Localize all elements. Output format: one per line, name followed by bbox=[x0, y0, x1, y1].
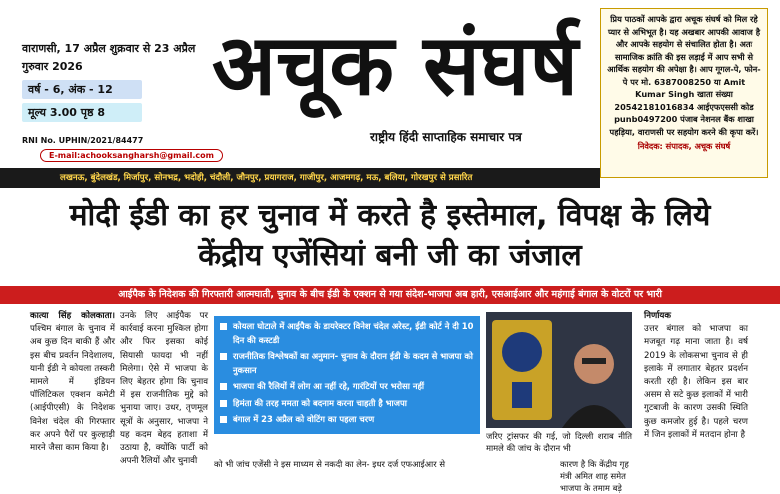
highlight-item: हिमंता की तरह ममता को बदनाम करना चाहती है भाजपा bbox=[220, 397, 474, 411]
highlights-box bbox=[214, 316, 480, 434]
reader-appeal-notice bbox=[600, 8, 768, 178]
email-link[interactable]: E-mail:achooksangharsh@gmail.com bbox=[40, 149, 223, 162]
column-4-text: उत्तर बंगाल को भाजपा का मजबूत गढ़ माना जाता है। वर्ष 2019 के लोकसभा चुनाव से ही इलाके में लगातार बेहतर प्रदर्शन करती रही है। लेकिन इस बार असम से सटे कुछ इलाकों में भारी गुटबाजी के कारण उसकी स्थिति कुछ कमजोर हुई है। पहले चरण में जिन इलाकों में मतदान होना है bbox=[644, 324, 748, 440]
newspaper-logo bbox=[205, 6, 585, 116]
cities-strip: लखनऊ, बुंदेलखंड, मिर्जापुर, सोनभद्र, भदोही, चंदौली, जौनपुर, प्रयागराज, गाजीपुर, आजमगढ़, मऊ, बलिया, गोरखपुर से प्रसारित bbox=[0, 168, 600, 188]
square-bullet-icon bbox=[220, 416, 227, 423]
volume-badge: वर्ष - 6, अंक - 12 bbox=[22, 80, 142, 99]
masthead-info bbox=[22, 40, 198, 145]
highlight-item: राजनीतिक विश्लेषकों का अनुमान- चुनाव के दौरान ईडी के कदम से भाजपा को नुकसान bbox=[220, 350, 474, 377]
rni-number: RNI No. UPHIN/2021/84477 bbox=[22, 136, 144, 145]
byline: कात्या सिंह कोलकाता। bbox=[30, 311, 115, 321]
main-headline: मोदी ईडी का हर चुनाव में करते है इस्तेमाल, विपक्ष के लिये केंद्रीय एजेंसियां बनी जी का जंजाल bbox=[69, 198, 711, 273]
square-bullet-icon bbox=[220, 353, 227, 360]
square-bullet-icon bbox=[220, 400, 227, 407]
news-photo bbox=[486, 312, 632, 428]
highlight-item: भाजपा की रैलियों में लोग आ नहीं रहे, गारंटियों पर भरोसा नहीं bbox=[220, 380, 474, 394]
square-bullet-icon bbox=[220, 383, 227, 390]
price-badge: मूल्य 3.00 पृष्ठ 8 bbox=[22, 103, 142, 122]
highlight-item: बंगाल में 23 अप्रैल को वोटिंग का पहला चरण bbox=[220, 413, 474, 427]
column-1-text: पश्चिम बंगाल के चुनाव में अब कुछ दिन बाकी हैं और इस बीच प्रवर्तन निदेशालय, यानी ईडी ने कोयला तस्करी मामले में इंडियन पॉलिटिकल एक्शन कमेटी (आईपीएसी) के निदेशक विनेश चंदेल की गिरफ्तार कर अपने पैरों पर कुल्हाड़ी मारने जैसा काम किया है। bbox=[30, 324, 115, 454]
sub-headline: आईपैक के निदेशक की गिरफ्तारी आत्मघाती, चुनाव के बीच ईडी के एक्शन से गया संदेश-भाजपा अब हारी, एसआईआर और महंगाई बंगाल के वोटरों पर भारी bbox=[0, 286, 780, 304]
article-column-4 bbox=[644, 310, 748, 470]
column-4-heading: निर्णायक bbox=[644, 311, 672, 321]
square-bullet-icon bbox=[220, 323, 227, 330]
photo-caption-text: जरिए ट्रांसफर की गई, जो दिल्ली शराब नीति मामले की जांच के दौरान भी bbox=[486, 431, 632, 453]
article-column-2: उनके लिए आईपैक पर कार्रवाई करना मुश्किल होगा और फिर इसका कोई सियासी फायदा भी नहीं मिलेगा। ऐसे में भाजपा के लिए बेहतर होगा कि चुनाव में इस राजनीतिक मुद्दे को भुनाया जाए। उधर, तृणमूल सूत्रों के अनुसार, भाजपा ने यह कदम बेहद हताशा में उठाया है, क्योंकि पार्टी को अपनी रैलियों और चुनावी bbox=[120, 311, 208, 467]
below-box-text: को भी जांच एजेंसी ने इस माध्यम से नकदी का लेन- इधर दर्ज एफआईआर से bbox=[214, 459, 445, 469]
logo-text: अचूक संघर्ष bbox=[211, 16, 579, 114]
highlight-item: कोयला घोटाले में आईपैक के डायरेक्टर विनेश चंदेल अरेस्ट, ईडी कोर्ट ने दी 10 दिन की कस्टडी bbox=[220, 320, 474, 347]
notice-signature: निवेदक: संपादक, अचूक संघर्ष bbox=[637, 141, 731, 151]
tagline: राष्ट्रीय हिंदी साप्ताहिक समाचार पत्र bbox=[370, 130, 522, 144]
date-line: वाराणसी, 17 अप्रैल शुक्रवार से 23 अप्रैल गुरुवार 2026 bbox=[22, 42, 196, 73]
article-column-1 bbox=[30, 310, 115, 470]
column-3-text: कारण है कि केंद्रीय गृह मंत्री अमित शाह समेत भाजपा के तमाम बड़े bbox=[560, 459, 629, 493]
notice-text: प्रिय पाठकों आपके द्वारा अचूक संघर्ष को मिल रहे प्यार से अभिभूत है। यह अखबार आपकी आवाज है और आपके सहयोग से संचालित होता है। अतः सामाजिक क्रांति की इस लड़ाई में आप सभी से आर्थिक सहयोग की अपेक्षा है। आप गूगल-पे, फोन-पे पर मो. 6387008250 या Amit Kumar Singh खाता संख्या 20542181016834 आईएफएससी कोड punb0497200 पंजाब नेशनल बैंक शाखा पहड़िया, वाराणसी पर सहयोग करने की कृपा करें। bbox=[607, 14, 761, 137]
